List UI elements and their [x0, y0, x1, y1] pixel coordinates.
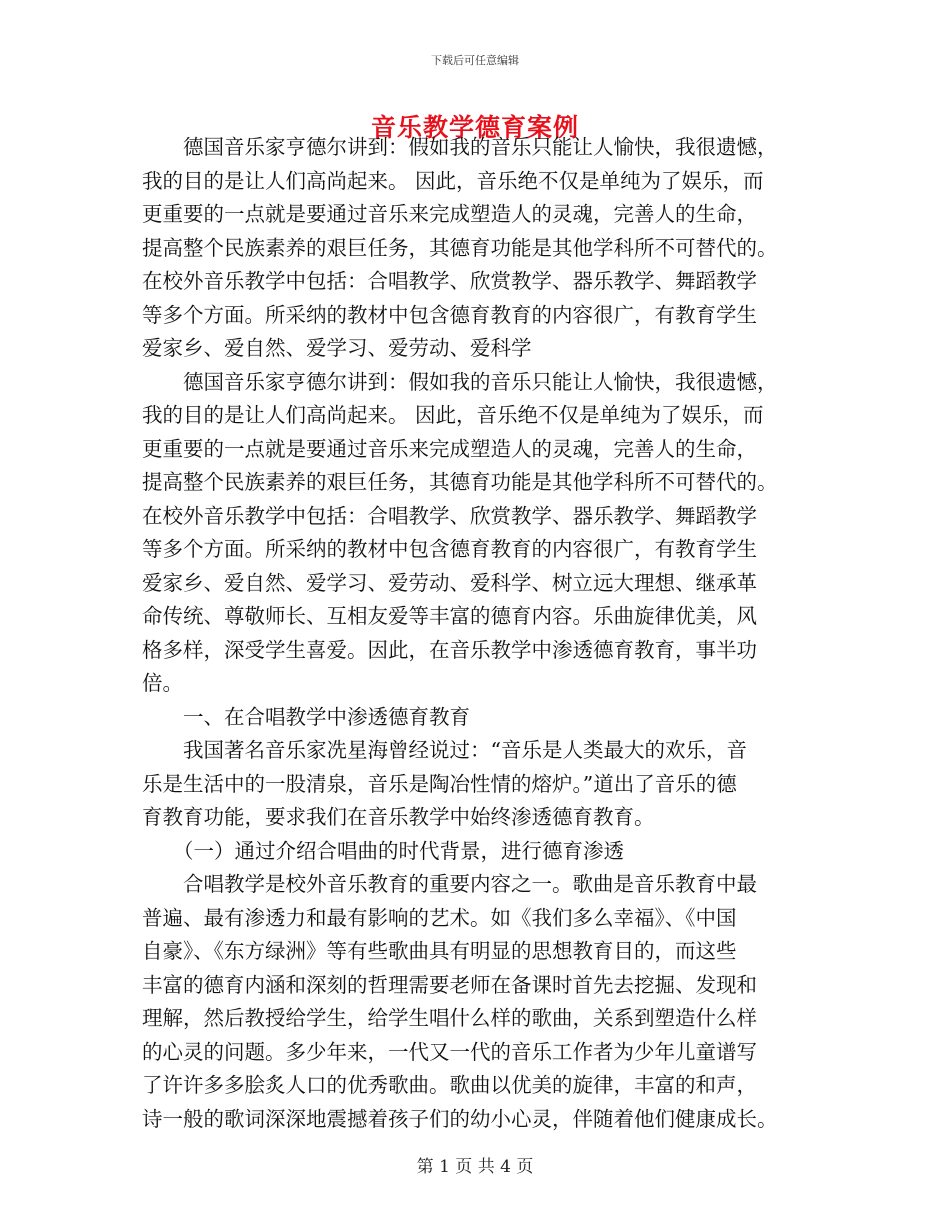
page-footer: 第 1 页 共 4 页 [416, 1157, 534, 1177]
text-line: 理解，然后教授给学生，给学生唱什么样的歌曲，关系到塑造什么样 [142, 1006, 757, 1030]
text-line: 命传统、尊敬师长、互相友爱等丰富的德育内容。乐曲旋律优美，风 [142, 604, 757, 628]
text-line: 我国著名音乐家冼星海曾经说过：“音乐是人类最大的欢乐，音 [183, 738, 747, 762]
text-line: 了许许多多脍炙人口的优秀歌曲。歌曲以优美的旋律，丰富的和声， [142, 1073, 757, 1097]
text-line: 在校外音乐教学中包括：合唱教学、欣赏教学、器乐教学、舞蹈教学 [142, 503, 757, 528]
text-line: 爱家乡、爱自然、爱学习、爱劳动、爱科学、树立远大理想、继承革 [142, 570, 757, 595]
text-line: 普遍、最有渗透力和最有影响的艺术。如《我们多么幸福》、《中国 [142, 905, 737, 930]
text-line: 合唱教学是校外音乐教育的重要内容之一。歌曲是音乐教育中最 [183, 872, 757, 896]
text-line: 格多样，深受学生喜爱。因此，在音乐教学中渗透德育教育，事半功 [142, 637, 757, 662]
text-line: 提高整个民族素养的艰巨任务，其德育功能是其他学科所不可替代的。 [142, 470, 778, 494]
text-line: 诗一般的歌词深深地震撼着孩子们的幼小心灵，伴随着他们健康成长。 [142, 1106, 778, 1131]
text-line: 等多个方面。所采纳的教材中包含德育教育的内容很广，有教育学生 [142, 302, 757, 327]
text-line: 丰富的德育内涵和深刻的哲理需要老师在备课时首先去挖掘、发现和 [142, 972, 757, 997]
text-line: 在校外音乐教学中包括：合唱教学、欣赏教学、器乐教学、舞蹈教学 [142, 269, 757, 293]
text-line: 我的目的是让人们高尚起来。 因此，音乐绝不仅是单纯为了娱乐，而 [142, 168, 764, 193]
text-line: 乐是生活中的一股清泉，音乐是陶冶性情的熔炉。”道出了音乐的德 [142, 771, 737, 796]
document-title: 音乐教学德育案例 [370, 113, 579, 142]
text-line: 提高整个民族素养的艰巨任务，其德育功能是其他学科所不可替代的。 [142, 235, 778, 260]
text-line: 自豪》、《东方绿洲》等有些歌曲具有明显的思想教育目的，而这些 [142, 939, 737, 963]
text-line: 德国音乐家亨德尔讲到：假如我的音乐只能让人愉快，我很遗憾， [183, 135, 778, 159]
text-line: 更重要的一点就是要通过音乐来完成塑造人的灵魂，完善人的生命， [142, 436, 757, 461]
text-line: 等多个方面。所采纳的教材中包含德育教育的内容很广，有教育学生 [142, 537, 757, 561]
text-line: 我的目的是让人们高尚起来。 因此，音乐绝不仅是单纯为了娱乐，而 [142, 403, 764, 427]
header-note: 下载后可任意编辑 [431, 54, 519, 67]
text-line: 的心灵的问题。多少年来，一代又一代的音乐工作者为少年儿童谱写 [142, 1039, 757, 1064]
document-body [142, 131, 810, 1136]
text-line: 育教育功能，要求我们在音乐教学中始终渗透德育教育。 [142, 805, 655, 829]
text-line: 爱家乡、爱自然、爱学习、爱劳动、爱科学 [142, 336, 532, 360]
text-line: 更重要的一点就是要通过音乐来完成塑造人的灵魂，完善人的生命， [142, 202, 757, 226]
section-heading: 一、在合唱教学中渗透德育教育 [183, 704, 470, 729]
subsection-heading: （一）通过介绍合唱曲的时代背景，进行德育渗透 [173, 838, 624, 863]
text-line: 德国音乐家亨德尔讲到：假如我的音乐只能让人愉快，我很遗憾， [183, 369, 778, 394]
text-line: 倍。 [142, 671, 183, 695]
